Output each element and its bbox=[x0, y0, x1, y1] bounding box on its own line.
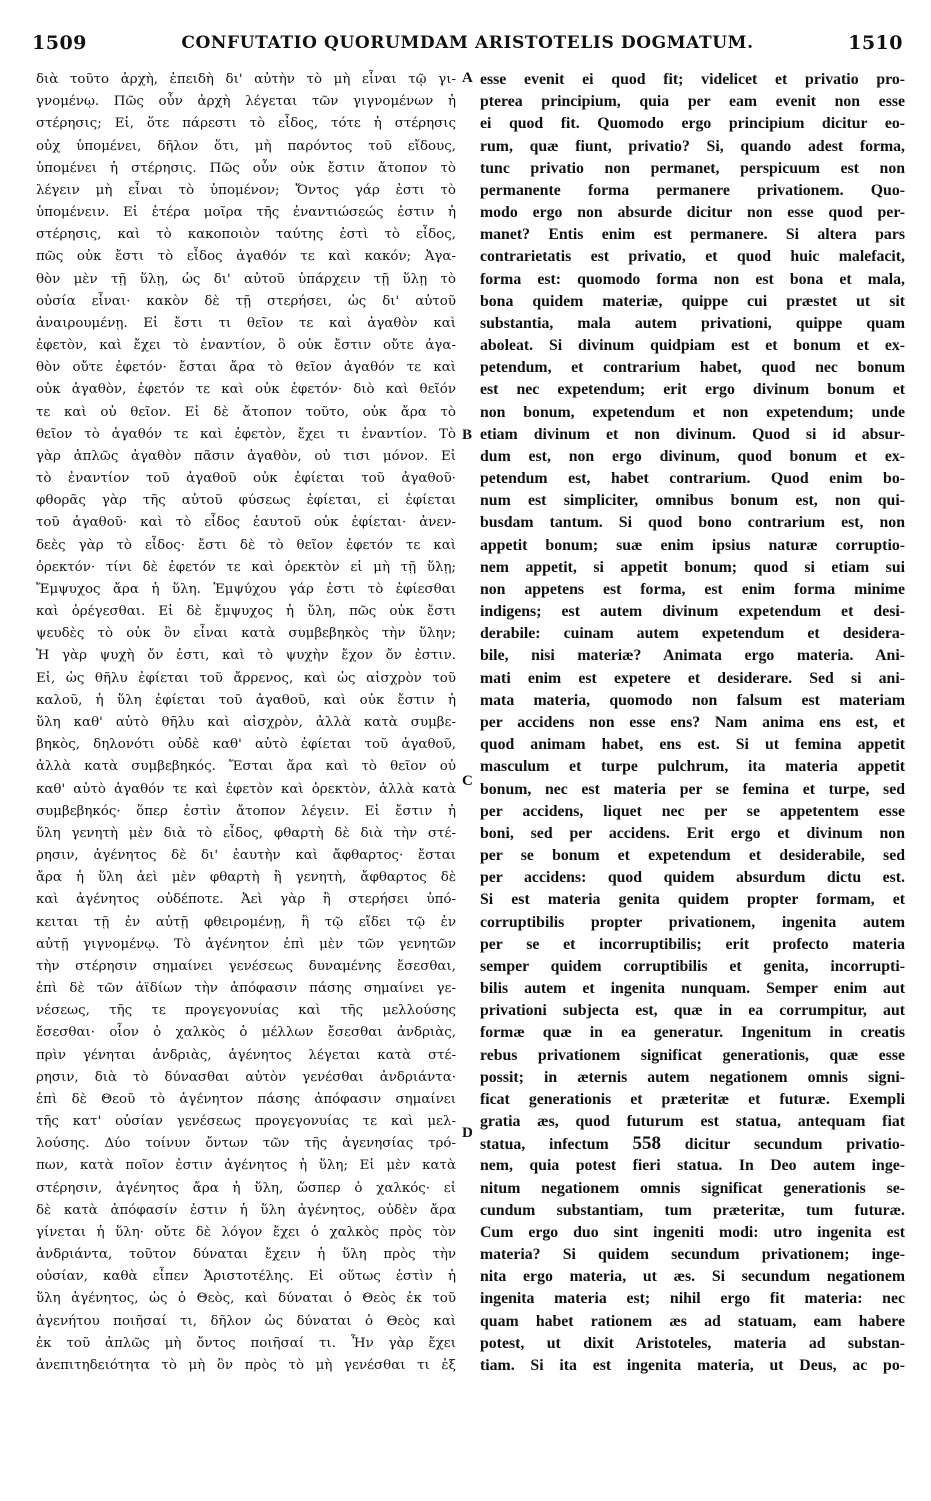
greek-text-line: στέρησιν, ἀγένητος ἄρα ἡ ὕλη, ὥσπερ ὁ χαλκός· εἰ bbox=[36, 1180, 456, 1196]
latin-text-line: tunc privatio non permanet, perspicuum est non bbox=[480, 159, 905, 177]
latin-text-line bbox=[480, 1133, 905, 1155]
greek-text-line: συμβεβηκός· ὅπερ ἐστὶν ἄτοπον λέγειν. Εἰ ἔστιν ἡ bbox=[36, 803, 456, 819]
greek-text-line: λούσης. Δύο τοίνυν ὄντων τῶν τῆς ἀγενησίας τρό- bbox=[36, 1136, 456, 1152]
greek-text-line: νέσεως, τῆς τε προγεγονυίας καὶ τῆς μελλούσης bbox=[36, 1003, 456, 1019]
latin-text-line: potest, ut dixit Aristoteles, materia ad substan- bbox=[480, 1334, 905, 1352]
latin-text-line: pterea principium, quia per eam evenit non esse bbox=[480, 93, 905, 111]
greek-text-line: ρησιν, διὰ τὸ δύνασθαι αὐτὸν γενέσθαι ἀνδριάντα· bbox=[36, 1069, 456, 1085]
greek-text-line: θὸν μὲν τῇ ὕλῃ, ὡς δι' αὐτοῦ ὑπάρχειν τῇ ὕλῃ τὸ bbox=[36, 271, 456, 287]
greek-text-line: βηκὸς, δηλονότι οὐδὲ καθ' αὑτὸ ἐφίεται τοῦ ἀγαθοῦ, bbox=[36, 737, 456, 753]
greek-text-line: Ἡ γὰρ ψυχὴ ὄν ἐστι, καὶ τὸ ψυχὴν ἔχον ὄν ἐστιν. bbox=[36, 648, 456, 664]
latin-text-line: mata materia, quomodo non falsum est materiam bbox=[480, 691, 905, 709]
greek-text-line: ἄρα ἡ ὕλη ἀεὶ μὲν φθαρτὴ ἢ γενητὴ, ἄφθαρτος δὲ bbox=[36, 870, 456, 886]
page-reference-number: 558 bbox=[632, 1133, 661, 1155]
latin-text-line: possit; in æternis autem negationem omnis signi- bbox=[480, 1068, 905, 1086]
section-marker-b: B bbox=[462, 427, 473, 443]
latin-text-line: contrarietatis est privatio, et quod huic malefacit, bbox=[480, 248, 905, 266]
greek-text-line: φθορᾶς γὰρ τῆς αὐτοῦ φύσεως ἐφίεται, εἰ ἐφίεται bbox=[36, 493, 456, 509]
latin-text-line: per se et incorruptibilis; erit profecto materia bbox=[480, 935, 905, 953]
latin-text-line: rebus privationem significat generationis, quæ esse bbox=[480, 1046, 905, 1064]
running-title: CONFUTATIO QUORUMDAM ARISTOTELIS DOGMATUM. bbox=[181, 33, 754, 53]
latin-text-line: modo ergo non absurde dicitur non esse quod per- bbox=[480, 204, 905, 222]
latin-text-line: rum, quæ fiunt, privatio? Si, quando adest forma, bbox=[480, 137, 905, 155]
latin-text-line: permanente forma permanere privationem. Quo- bbox=[480, 181, 905, 199]
greek-text-line: γὰρ ἁπλῶς ἀγαθὸν πᾶσιν ἀγαθὸν, οὐ τισι μόνον. Εἰ bbox=[36, 448, 456, 464]
greek-text-line: ὀρεκτόν· τίνι δὲ ἐφετόν τε καὶ ὀρεκτὸν εἰ μὴ τῇ ὕλῃ; bbox=[36, 559, 456, 575]
latin-text-line: boni, sed per accidens. Erit ergo et divinum non bbox=[480, 824, 905, 842]
greek-text-line: ἐφετὸν, καὶ ἔχει τὸ ἐναντίον, ὃ οὐκ ἔστιν οὔτε ἀγα- bbox=[36, 338, 456, 354]
section-marker-d: D bbox=[462, 1125, 473, 1141]
greek-text-line: τὸ ἐναντίον τοῦ ἀγαθοῦ οὐκ ἐφίεται τοῦ ἀγαθοῦ· bbox=[36, 471, 456, 487]
latin-text-line: non bonum, expetendum et non expetendum; unde bbox=[480, 403, 905, 421]
page-header bbox=[30, 32, 905, 60]
greek-text-line: θὸν οὔτε ἐφετόν· ἔσται ἄρα τὸ θεῖον ἀγαθόν τε καὶ bbox=[36, 360, 456, 376]
greek-text-line: ἀλλὰ κατὰ συμβεβηκός. Ἔσται ἄρα καὶ τὸ θεῖον οὐ bbox=[36, 759, 456, 775]
latin-text-line: masculum et turpe pulchrum, ita materia appetit bbox=[480, 758, 905, 776]
greek-text-line: θεῖον τὸ ἀγαθόν τε καὶ ἐφετὸν, ἔχει τι ἐναντίον. Τὸ bbox=[36, 426, 456, 442]
greek-column bbox=[36, 69, 456, 1377]
latin-text-line: nita ergo materia, ut æs. Si secundum negationem bbox=[480, 1268, 905, 1286]
greek-text-line: γνομένῳ. Πῶς οὖν ἀρχὴ λέγεται τῶν γιγνομένων ἡ bbox=[36, 94, 456, 110]
latin-text-line: formæ quæ in ea generatur. Ingenitum in creatis bbox=[480, 1024, 905, 1042]
greek-text-line: ἀνδριάντα, τοῦτον δύναται ἔχειν ἡ ὕλη πρὸς τὴν bbox=[36, 1247, 456, 1263]
latin-text-line: tiam. Si ita est ingenita materia, ut Deus, ac po- bbox=[480, 1356, 905, 1374]
latin-text-line: quam habet rationem æs ad statuam, eam habere bbox=[480, 1312, 905, 1330]
latin-text-line: esse evenit ei quod fit; videlicet et privatio pro- bbox=[480, 71, 905, 88]
latin-text-line: derabile: cuinam autem expetendum et desidera- bbox=[480, 625, 905, 643]
page-number-right: 1510 bbox=[848, 32, 903, 54]
greek-text-line: καθ' αὑτὸ ἀγαθόν τε καὶ ἐφετὸν καὶ ὀρεκτὸν, ἀλλὰ κατὰ bbox=[36, 781, 456, 797]
greek-text-line: καλοῦ, ἡ ὕλη ἐφίεται τοῦ ἀγαθοῦ, καὶ οὐκ ἔστιν ἡ bbox=[36, 692, 456, 708]
latin-text-line: petendum, et contrarium habet, quod nec bonum bbox=[480, 359, 905, 377]
latin-text-line: dum est, non ergo divinum, quod bonum et ex- bbox=[480, 447, 905, 465]
section-marker-a: A bbox=[462, 70, 473, 86]
latin-text-line: per accidens, liquet nec per se appetentem esse bbox=[480, 802, 905, 820]
greek-text-line: ἀνεπιτηδειότητα τὸ μὴ ὂν πρὸς τὸ μὴ γενέσθαι τι ἐξ bbox=[36, 1357, 456, 1373]
latin-text-line: corruptibilis propter privationem, ingenita autem bbox=[480, 913, 905, 931]
greek-text-line: ἔσεσθαι· οἷον ὁ χαλκὸς ὁ μέλλων ἔσεσθαι ἀνδριὰς, bbox=[36, 1025, 456, 1041]
latin-text-line: quod animam habet, ens est. Si ut femina appetit bbox=[480, 736, 905, 754]
greek-text-line: ὕλη γενητὴ μὲν διὰ τὸ εἶδος, φθαρτὴ δὲ διὰ τὴν στέ- bbox=[36, 825, 456, 841]
greek-text-line: πῶς οὐκ ἔστι τὸ εἶδος ἀγαθόν τε καὶ κακόν; Ἀγα- bbox=[36, 249, 456, 265]
latin-text-line: Si est materia genita quidem propter formam, et bbox=[480, 891, 905, 909]
greek-text-line: καὶ ἀγένητος οὐδέποτε. Ἀεὶ γὰρ ἢ στερήσει ὑπό- bbox=[36, 892, 456, 908]
latin-column bbox=[480, 69, 905, 1377]
latin-text-line: bona quidem materiæ, quippe cui præstet ut sit bbox=[480, 292, 905, 310]
greek-text-line: ἐπὶ δὲ τῶν ἀϊδίων τὴν ἀπόφασιν πάσης σημαίνει γε- bbox=[36, 981, 456, 997]
latin-text-line: nem, quia potest fieri statua. In Deo autem inge- bbox=[480, 1157, 905, 1175]
latin-text-line: indigens; est autem divinum expetendum et desi- bbox=[480, 603, 905, 621]
latin-text-line: bilis autem et ingenita nunquam. Semper enim aut bbox=[480, 980, 905, 998]
latin-text-line: forma est: quomodo forma non est bona et mala, bbox=[480, 270, 905, 288]
greek-text-line: οὐσία εἶναι· κακὸν δὲ τῇ στερήσει, ὡς δι' αὐτοῦ bbox=[36, 293, 456, 309]
latin-text-line: Cum ergo duo sint ingeniti modi: utro ingenita est bbox=[480, 1223, 905, 1241]
greek-text-line: στέρησις; Εἰ, ὅτε πάρεστι τὸ εἶδος, τότε ἡ στέρησις bbox=[36, 116, 456, 132]
latin-text-line: bile, nisi materiæ? Animata ergo materia. Ani- bbox=[480, 647, 905, 665]
latin-text-line: semper quidem corruptibilis et genita, incorrupti- bbox=[480, 957, 905, 975]
latin-text-line: per accidens: quod quidem absurdum dictu est. bbox=[480, 869, 905, 887]
greek-text-line: ἐκ τοῦ ἁπλῶς μὴ ὄντος ποιῆσαί τι. Ἦν γὰρ ἔχει bbox=[36, 1335, 456, 1351]
greek-text-line: διὰ τοῦτο ἀρχὴ, ἐπειδὴ δι' αὐτὴν τὸ μὴ εἶναι τῷ γι- bbox=[36, 72, 456, 87]
greek-text-line: στέρησις, καὶ τὸ κακοποιὸν ταύτης ἐστὶ τὸ εἶδος, bbox=[36, 227, 456, 243]
greek-text-line: ψευδὲς τὸ οὐκ ὂν εἶναι κατὰ συμβεβηκὸς τὴν ὕλην; bbox=[36, 626, 456, 642]
latin-text-line: ficat generationis et præteritæ et futuræ. Exempli bbox=[480, 1090, 905, 1108]
latin-text-line: cundum substantiam, tum præteritæ, tum futuræ. bbox=[480, 1201, 905, 1219]
latin-text-line: materia? Si quidem secundum privationem; inge- bbox=[480, 1246, 905, 1264]
greek-text-line: Εἰ, ὡς θῆλυ ἐφίεται τοῦ ἄρρενος, καὶ ὡς αἰσχρὸν τοῦ bbox=[36, 670, 456, 686]
latin-text-line: non appetens est forma, est enim forma minime bbox=[480, 580, 905, 598]
greek-text-line: ὑπομένει ἡ στέρησις. Πῶς οὖν οὐκ ἔστιν ἄτοπον τὸ bbox=[36, 160, 456, 176]
latin-text-line: gratia æs, quod futurum est statua, antequam fiat bbox=[480, 1113, 905, 1131]
greek-text-line: οὐσίαν, καθὰ εἶπεν Ἀριστοτέλης. Εἰ οὕτως ἐστὶν ἡ bbox=[36, 1269, 456, 1285]
latin-text-line: mati enim est expetere et desiderare. Sed si ani- bbox=[480, 669, 905, 687]
latin-text-line: num est simpliciter, omnibus bonum est, non qui- bbox=[480, 492, 905, 510]
greek-text-line: τε καὶ οὐ θεῖον. Εἰ δὲ ἄτοπον τοῦτο, οὐκ ἄρα τὸ bbox=[36, 404, 456, 420]
text-fragment: dicitur secundum privatio- bbox=[684, 1136, 905, 1154]
latin-text-line: bonum, nec est materia per se femina et turpe, sed bbox=[480, 780, 905, 798]
section-marker-c: C bbox=[462, 773, 473, 789]
greek-text-line: Ἔμψυχος ἄρα ἡ ὕλη. Ἐμψύχου γάρ ἐστι τὸ ἐφίεσθαι bbox=[36, 581, 456, 597]
greek-text-line: ἀναιρουμένῃ. Εἰ ἔστι τι θεῖον τε καὶ ἀγαθὸν καὶ bbox=[36, 315, 456, 331]
page-number-left: 1509 bbox=[32, 32, 87, 54]
latin-text-line: manet? Entis enim est permanere. Si altera pars bbox=[480, 226, 905, 244]
latin-text-line: per se bonum et expetendum et desiderabile, sed bbox=[480, 847, 905, 865]
greek-text-line: κειται τῇ ἐν αὐτῇ φθειρομένῃ, ἢ τῷ εἴδει τῷ ἐν bbox=[36, 914, 456, 930]
greek-text-line: ὕλη καθ' αὑτὸ θῆλυ καὶ αἰσχρὸν, ἀλλὰ κατὰ συμβε- bbox=[36, 714, 456, 730]
greek-text-line: τοῦ ἀγαθοῦ· καὶ τὸ εἶδος ἑαυτοῦ οὐκ ἐφίεται· ἀνεν- bbox=[36, 515, 456, 531]
greek-text-line: πων, κατὰ ποῖον ἐστιν ἀγένητος ἡ ὕλη; Εἰ μὲν κατὰ bbox=[36, 1158, 456, 1174]
latin-text-line: est nec expetendum; erit ergo divinum bonum et bbox=[480, 381, 905, 399]
greek-text-line: ρησιν, ἀγένητος δὲ δι' ἑαυτὴν καὶ ἄφθαρτος· ἔσται bbox=[36, 848, 456, 864]
latin-text-line: etiam divinum et non divinum. Quod si id absur- bbox=[480, 425, 905, 443]
greek-text-line: ὑπομένειν. Εἰ ἑτέρα μοῖρα τῆς ἐναντιώσεώς ἐστιν ἡ bbox=[36, 205, 456, 221]
greek-text-line: δεὲς γὰρ τὸ εἶδος· ἔστι δὲ τὸ θεῖον ἐφετόν τε καὶ bbox=[36, 537, 456, 553]
latin-text-line: ingenita materia est; nihil ergo fit materia: nec bbox=[480, 1290, 905, 1308]
latin-text-line: nem appetit, si appetit bonum; quod si etiam sui bbox=[480, 558, 905, 576]
latin-text-line: ei quod fit. Quomodo ergo principium dicitur eo- bbox=[480, 115, 905, 133]
greek-text-line: γίνεται ἡ ὕλη· οὔτε δὲ λόγον ἔχει ὁ χαλκὸς πρὸς τὸν bbox=[36, 1224, 456, 1240]
greek-text-line: λέγειν μὴ εἶναι τὸ ὑπομένον; Ὄντος γάρ ἐστι τὸ bbox=[36, 182, 456, 198]
greek-text-line: οὐχ ὑπομένει, δῆλον ὅτι, μὴ παρόντος τοῦ εἴδους, bbox=[36, 138, 456, 154]
greek-text-line: ἐπὶ δὲ Θεοῦ τὸ ἀγένητον πάσης ἀπόφασιν σημαίνει bbox=[36, 1091, 456, 1107]
greek-text-line: τὴν στέρησιν σημαίνει γενέσεως δυναμένης ἔσεσθαι, bbox=[36, 958, 456, 974]
greek-text-line: τῆς κατ' οὐσίαν γενέσεως προγεγονυίας τε καὶ μελ- bbox=[36, 1114, 456, 1130]
latin-text-line: per accidens non esse ens? Nam anima ens est, et bbox=[480, 713, 905, 731]
text-fragment: statua, infectum bbox=[480, 1136, 609, 1154]
greek-text-line: οὐκ ἀγαθὸν, ἐφετόν τε καὶ οὐκ ἐφετόν· διὸ καὶ θεῖόν bbox=[36, 382, 456, 398]
greek-text-line: ἀγενήτου ποιῆσαί τι, δῆλον ὡς δύναται ὁ Θεὸς καὶ bbox=[36, 1313, 456, 1329]
latin-text-line: substantia, mala autem privationi, quippe quam bbox=[480, 314, 905, 332]
greek-text-line: δὲ κατὰ ἀπόφασίν ἐστιν ἡ ὕλη ἀγένητος, οὐδὲν ἄρα bbox=[36, 1202, 456, 1218]
latin-text-line: aboleat. Si divinum quidpiam est et bonum et ex- bbox=[480, 337, 905, 355]
greek-text-line: καὶ ὀρέγεσθαι. Εἰ δὲ ἔμψυχος ἡ ὕλη, πῶς οὐκ ἔστι bbox=[36, 604, 456, 620]
latin-text-line: nitum negationem omnis significat generationis se- bbox=[480, 1179, 905, 1197]
latin-text-line: petendum est, habet contrarium. Quod enim bo- bbox=[480, 470, 905, 488]
greek-text-line: αὐτῇ γιγνομένῳ. Τὸ ἀγένητον ἐπὶ μὲν τῶν γενητῶν bbox=[36, 936, 456, 952]
latin-text-line: privationi subjecta est, quæ in ea corrumpitur, aut bbox=[480, 1002, 905, 1020]
latin-text-line: busdam tantum. Si quod bono contrarium est, non bbox=[480, 514, 905, 532]
greek-text-line: πρὶν γένηται ἀνδριὰς, ἀγένητος λέγεται κατὰ στέ- bbox=[36, 1047, 456, 1063]
greek-text-line: ὕλη ἀγένητος, ὡς ὁ Θεὸς, καὶ δύναται ὁ Θεὸς ἐκ τοῦ bbox=[36, 1291, 456, 1307]
latin-text-line: appetit bonum; suæ enim ipsius naturæ corruptio- bbox=[480, 536, 905, 554]
